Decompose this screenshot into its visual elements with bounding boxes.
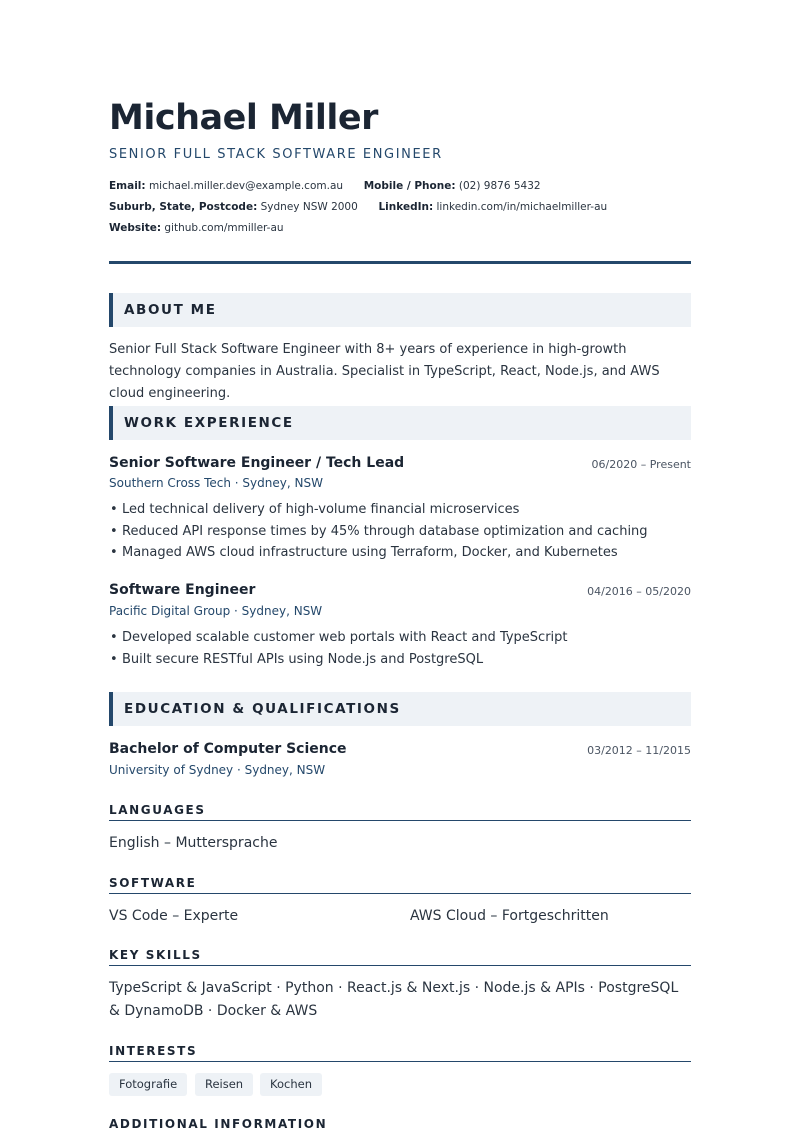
phone-value: (02) 9876 5432 bbox=[458, 180, 541, 192]
list-item: • Led technical delivery of high-volume financial microservices bbox=[110, 502, 520, 517]
language-item: English – Muttersprache bbox=[109, 835, 278, 851]
interest-chip: Kochen bbox=[260, 1073, 322, 1096]
section-heading-about: ABOUT ME bbox=[109, 293, 691, 327]
section-heading-software: SOFTWARE bbox=[109, 876, 691, 894]
contact-row-2 bbox=[109, 201, 607, 213]
degree-title: Bachelor of Computer Science bbox=[109, 741, 347, 757]
candidate-name: Michael Miller bbox=[109, 98, 378, 138]
header-divider bbox=[109, 261, 691, 264]
about-text: Senior Full Stack Software Engineer with 8+ years of experience in high-growth technology companies in Australia. Specialist in TypeScript, React, Node.js, and AWS cloud engineering. bbox=[109, 342, 660, 401]
job-bullets bbox=[109, 499, 691, 564]
degree-dates: 03/2012 – 11/2015 bbox=[587, 744, 691, 757]
candidate-role: SENIOR FULL STACK SOFTWARE ENGINEER bbox=[109, 147, 443, 162]
software-item: AWS Cloud – Fortgeschritten bbox=[410, 908, 609, 924]
contact-row-3 bbox=[109, 222, 284, 234]
location-value: Sydney NSW 2000 bbox=[260, 201, 358, 213]
job-company: Southern Cross Tech · Sydney, NSW bbox=[109, 476, 323, 490]
website-value[interactable]: github.com/mmiller-au bbox=[164, 222, 284, 234]
linkedin-value[interactable]: linkedin.com/in/michaelmiller-au bbox=[436, 201, 608, 213]
phone-label: Mobile / Phone: bbox=[363, 180, 456, 192]
job-dates: 06/2020 – Present bbox=[591, 458, 691, 471]
degree-institution: University of Sydney · Sydney, NSW bbox=[109, 763, 326, 777]
contact-row-1 bbox=[109, 180, 541, 192]
job-dates: 04/2016 – 05/2020 bbox=[587, 585, 691, 598]
email-label: Email: bbox=[109, 180, 146, 192]
linkedin-label: LinkedIn: bbox=[378, 201, 434, 213]
list-item: • Built secure RESTful APIs using Node.js and PostgreSQL bbox=[110, 651, 484, 667]
section-heading-education: EDUCATION & QUALIFICATIONS bbox=[109, 692, 691, 726]
list-item: • Reduced API response times by 45% through database optimization and caching bbox=[110, 523, 648, 539]
interest-chip: Fotografie bbox=[109, 1073, 187, 1096]
job-bullets bbox=[109, 627, 691, 670]
job-title: Senior Software Engineer / Tech Lead bbox=[109, 455, 405, 471]
email-value[interactable]: michael.miller.dev@example.com.au bbox=[148, 180, 344, 192]
section-heading-key-skills: KEY SKILLS bbox=[109, 948, 691, 966]
list-item: • Managed AWS cloud infrastructure using Terraform, Docker, and Kubernetes bbox=[110, 545, 618, 560]
key-skills-text: TypeScript & JavaScript · Python · React.js & Next.js · Node.js & APIs · PostgreSQL & DynamoDB · Docker & AWS bbox=[109, 980, 679, 1019]
job-company: Pacific Digital Group · Sydney, NSW bbox=[109, 604, 323, 618]
job-title: Software Engineer bbox=[109, 582, 256, 598]
software-item: VS Code – Experte bbox=[109, 908, 239, 924]
section-heading-additional: ADDITIONAL INFORMATION bbox=[109, 1117, 328, 1131]
website-label: Website: bbox=[109, 222, 162, 234]
section-heading-languages: LANGUAGES bbox=[109, 803, 691, 821]
interest-chip: Reisen bbox=[195, 1073, 253, 1096]
location-label: Suburb, State, Postcode: bbox=[109, 201, 258, 213]
list-item: • Developed scalable customer web portals with React and TypeScript bbox=[110, 630, 568, 645]
section-heading-interests: INTERESTS bbox=[109, 1044, 691, 1062]
section-heading-experience: WORK EXPERIENCE bbox=[109, 406, 691, 440]
